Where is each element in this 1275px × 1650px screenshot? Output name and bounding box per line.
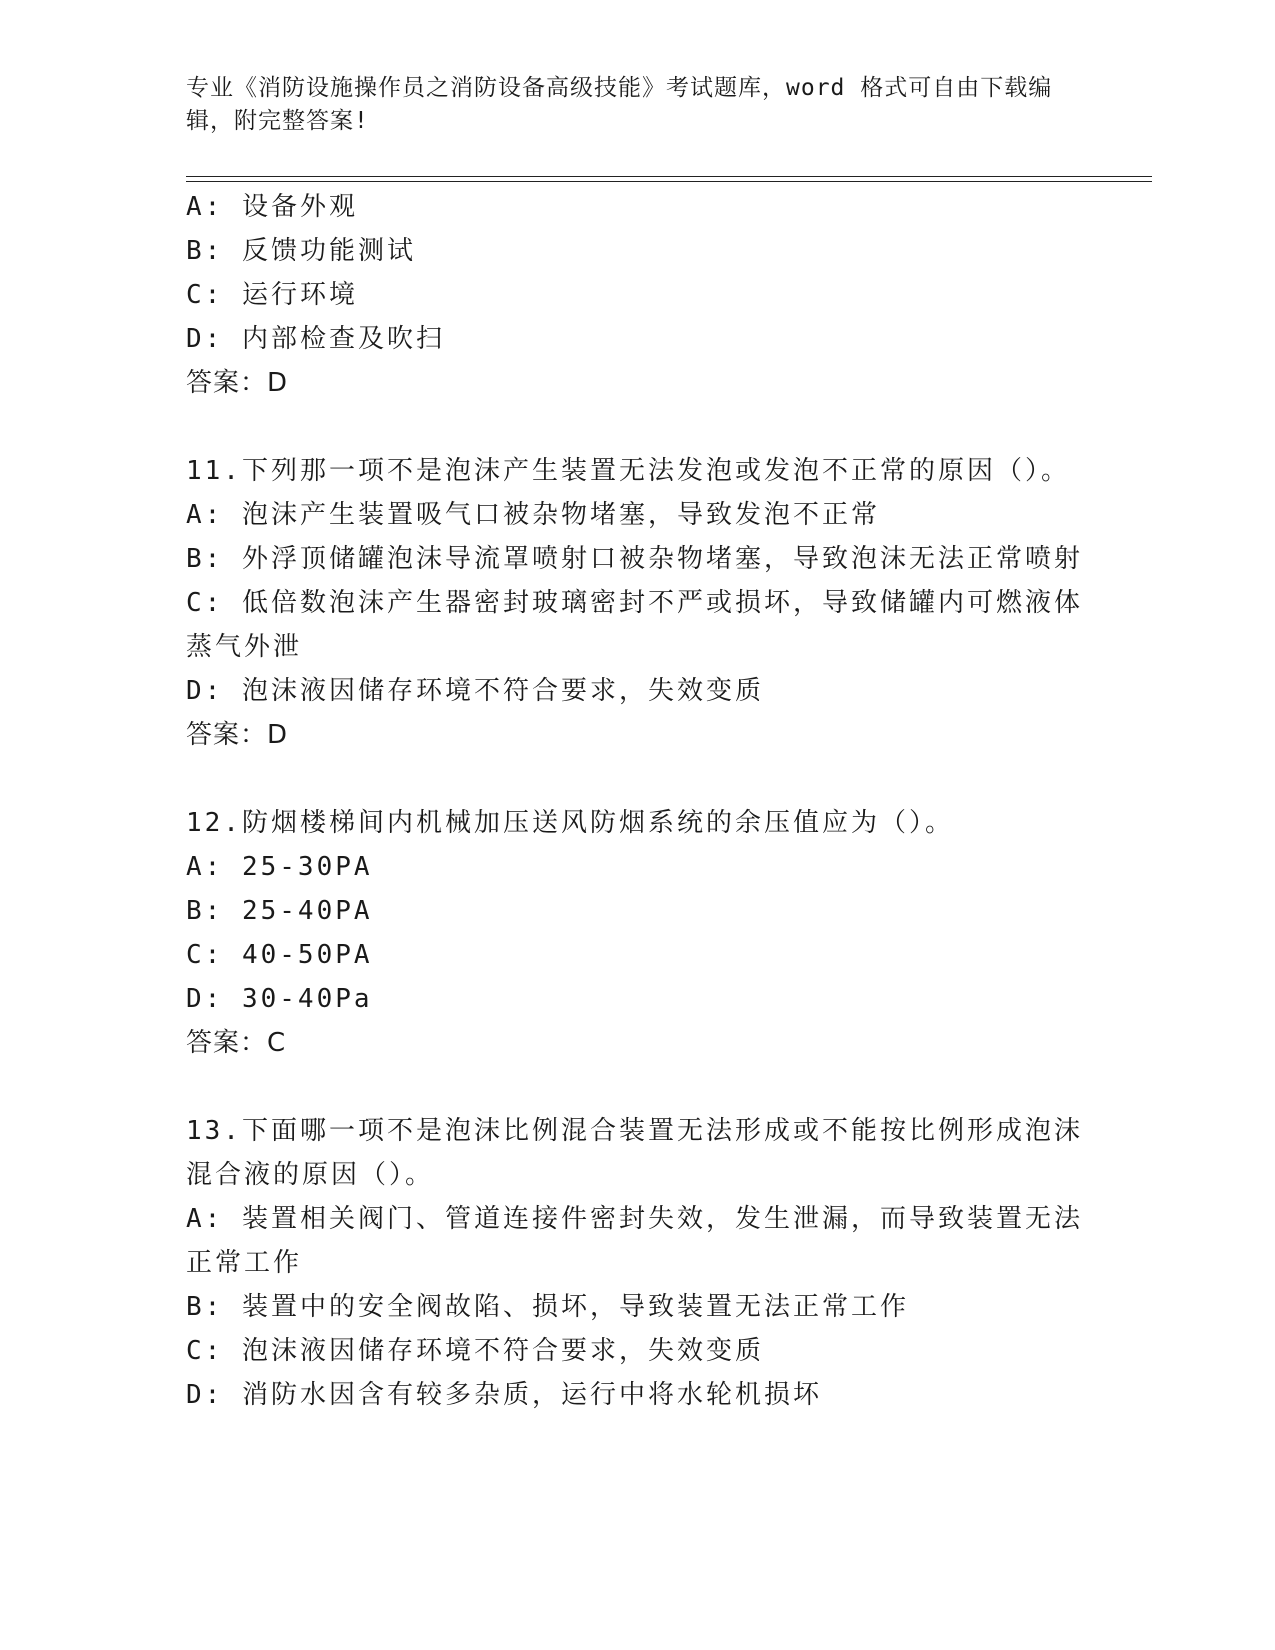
q12-option-a: A: 25-30PA [186,852,373,882]
header-line-1: 专业《消防设施操作员之消防设备高级技能》考试题库，word 格式可自由下载编 [186,75,1053,101]
q12-answer: 答案：C [186,1028,287,1058]
q10-answer: 答案：D [186,368,289,398]
q11-option-c-line-2: 蒸气外泄 [186,632,303,662]
q13-option-d: D: 消防水因含有较多杂质，运行中将水轮机损坏 [186,1380,822,1410]
q13-option-a-line-1: A: 装置相关阀门、管道连接件密封失效，发生泄漏，而导致装置无法 [186,1204,1083,1234]
q11-answer: 答案：D [186,720,289,750]
header-line-2: 辑，附完整答案! [186,108,369,134]
q10-option-d: D: 内部检查及吹扫 [186,324,445,354]
q12-option-d: D: 30-40Pa [186,984,373,1014]
q12-stem: 12.防烟楼梯间内机械加压送风防烟系统的余压值应为（）。 [186,808,954,838]
q13-stem-line-2: 混合液的原因（）。 [186,1160,435,1190]
q11-option-c-line-1: C: 低倍数泡沫产生器密封玻璃密封不严或损坏，导致储罐内可燃液体 [186,588,1083,618]
q10-option-c: C: 运行环境 [186,280,358,310]
q12-option-c: C: 40-50PA [186,940,373,970]
q11-option-b: B: 外浮顶储罐泡沫导流罩喷射口被杂物堵塞，导致泡沫无法正常喷射 [186,544,1083,574]
header-divider [186,176,1152,182]
q10-option-b: B: 反馈功能测试 [186,236,416,266]
document-header [186,72,1066,138]
q11-option-a: A: 泡沫产生装置吸气口被杂物堵塞，导致发泡不正常 [186,500,880,530]
q13-option-b: B: 装置中的安全阀故陷、损坏，导致装置无法正常工作 [186,1292,909,1322]
q13-option-c: C: 泡沫液因储存环境不符合要求，失效变质 [186,1336,764,1366]
q12-option-b: B: 25-40PA [186,896,373,926]
q10-option-a: A: 设备外观 [186,192,358,222]
q11-stem: 11.下列那一项不是泡沫产生装置无法发泡或发泡不正常的原因（）。 [186,456,1070,486]
q11-option-d: D: 泡沫液因储存环境不符合要求，失效变质 [186,676,764,706]
q13-stem-line-1: 13.下面哪一项不是泡沫比例混合装置无法形成或不能按比例形成泡沫 [186,1116,1083,1146]
q13-option-a-line-2: 正常工作 [186,1248,303,1278]
